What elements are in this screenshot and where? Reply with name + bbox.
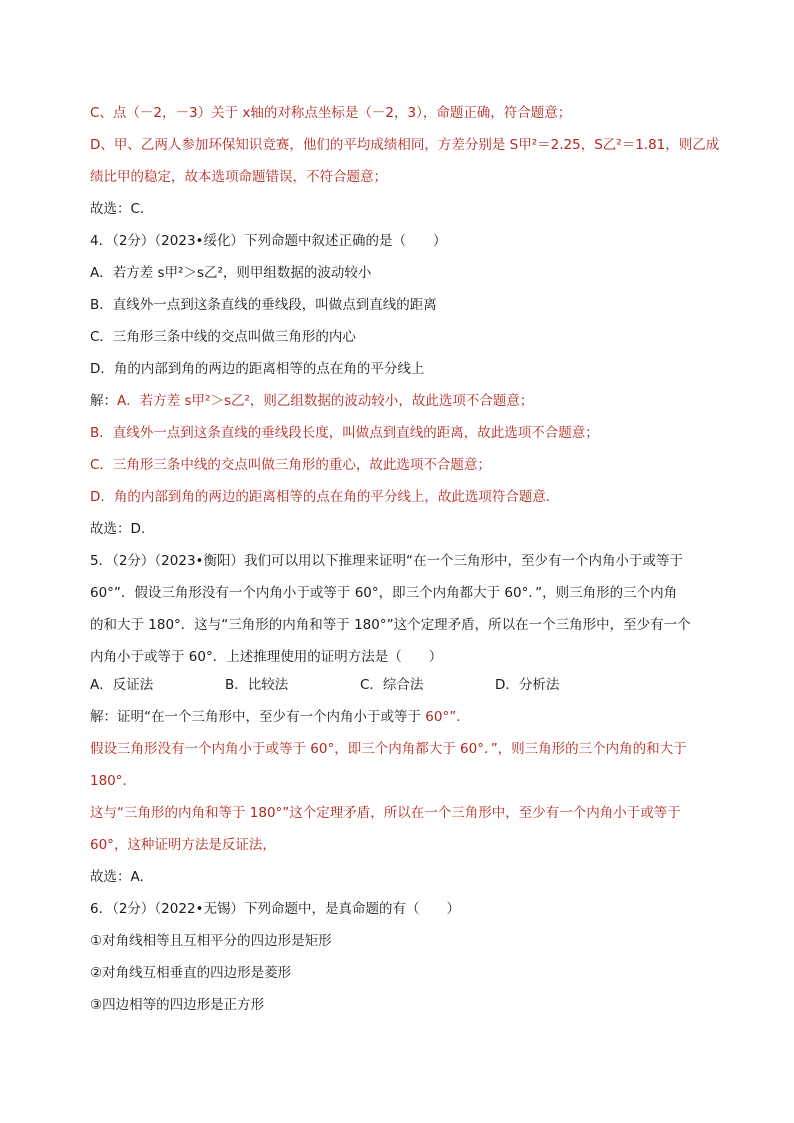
answer-q3: 故选：C. bbox=[90, 201, 145, 217]
q4-solution-a: 解：A．若方差 s甲²＞s乙²，则乙组数据的波动较小，故此选项不合题意； bbox=[90, 393, 534, 409]
solution-line-d-q3-cont: 绩比甲的稳定，故本选项命题错误，不符合题意； bbox=[90, 169, 387, 185]
q4-option-a: A．若方差 s甲²＞s乙²，则甲组数据的波动较小 bbox=[90, 265, 372, 281]
q4-option-c: C．三角形三条中线的交点叫做三角形的内心 bbox=[90, 329, 356, 345]
q6-statement-1: ①对角线相等且互相平分的四边形是矩形 bbox=[90, 933, 332, 949]
solution-line-c-q3: C、点（－2，－3）关于 x轴的对称点坐标是（－2，3），命题正确，符合题意； bbox=[90, 105, 572, 121]
question-5-stem-4: 内角小于或等于 60°．上述推理使用的证明方法是（ ） bbox=[90, 649, 443, 665]
q4-option-b: B．直线外一点到这条直线的垂线段，叫做点到直线的距离 bbox=[90, 297, 437, 313]
q5-option-a: A．反证法 bbox=[90, 677, 154, 693]
q5-option-c: C．综合法 bbox=[360, 677, 424, 693]
q6-statement-3: ③四边相等的四边形是正方形 bbox=[90, 997, 265, 1013]
q4-option-d: D．角的内部到角的两边的距离相等的点在角的平分线上 bbox=[90, 361, 425, 377]
q5-option-b: B．比较法 bbox=[225, 677, 289, 693]
q5-options bbox=[90, 675, 730, 695]
answer-q4: 故选：D. bbox=[90, 521, 146, 537]
answer-q5: 故选：A. bbox=[90, 869, 144, 885]
q5-solution-1: 解：证明“在一个三角形中，至少有一个内角小于或等于 60°”． bbox=[90, 709, 470, 725]
q5-option-d: D．分析法 bbox=[495, 677, 560, 693]
q5-solution-2: 假设三角形没有一个内角小于或等于 60°，即三个内角都大于 60°．”，则三角形的三个内角的和大于 bbox=[90, 741, 687, 757]
q4-solution-c: C．三角形三条中线的交点叫做三角形的重心，故此选项不合题意； bbox=[90, 457, 491, 473]
question-4-stem: 4．（2分）（2023•绥化）下列命题中叙述正确的是（ ） bbox=[90, 233, 447, 249]
question-6-stem: 6．（2分）（2022•无锡）下列命题中，是真命题的有（ ） bbox=[90, 901, 460, 917]
q5-solution-3: 180°． bbox=[90, 773, 137, 789]
solution-line-d-q3: D、甲、乙两人参加环保知识竞赛，他们的平均成绩相同，方差分别是 S甲²＝2.25，S乙²＝1.81，则乙成 bbox=[90, 137, 720, 153]
q5-solution-4: 这与“三角形的内角和等于 180°”这个定理矛盾，所以在一个三角形中，至少有一个内角小于或等于 bbox=[90, 805, 681, 821]
q5-solution-5: 60°，这种证明方法是反证法， bbox=[90, 837, 276, 853]
question-5-stem-3: 的和大于 180°．这与“三角形的内角和等于 180°”这个定理矛盾，所以在一个三角形中，至少有一个 bbox=[90, 617, 691, 633]
q4-solution-b: B．直线外一点到这条直线的垂线段长度，叫做点到直线的距离，故此选项不合题意； bbox=[90, 425, 599, 441]
q4-solution-d: D．角的内部到角的两边的距离相等的点在角的平分线上，故此选项符合题意． bbox=[90, 489, 560, 505]
question-5-stem-2: 60°”．假设三角形没有一个内角小于或等于 60°，即三个内角都大于 60°．”，则三角形的三个内角 bbox=[90, 585, 678, 601]
q6-statement-2: ②对角线互相垂直的四边形是菱形 bbox=[90, 965, 292, 981]
question-5-stem: 5．（2分）（2023•衡阳）我们可以用以下推理来证明“在一个三角形中，至少有一个内角小于或等于 bbox=[90, 553, 683, 569]
